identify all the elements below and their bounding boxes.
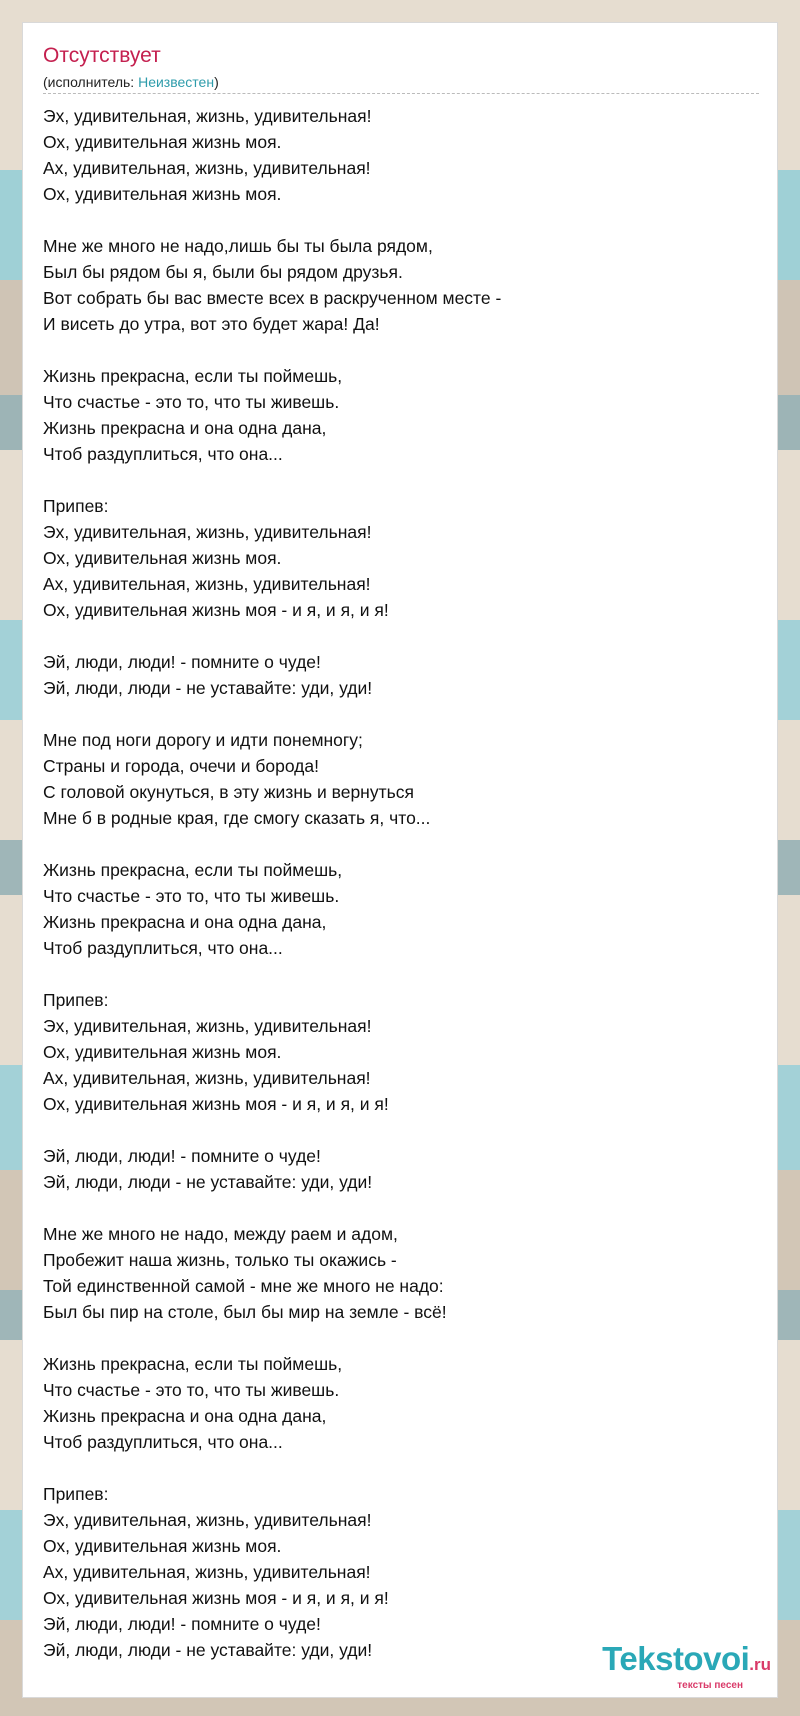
lyrics-blank-line — [43, 467, 759, 493]
lyrics-line: Что счастье - это то, что ты живешь. — [43, 1380, 340, 1400]
artist-line — [43, 73, 219, 91]
lyrics-line: С головой окунуться, в эту жизнь и вернуться — [43, 782, 414, 802]
lyrics-card — [22, 22, 778, 1698]
lyrics-blank-line — [43, 1195, 759, 1221]
lyrics-blank-line — [43, 207, 759, 233]
lyrics-line: Ох, удивительная жизнь моя - и я, и я, и я! — [43, 1094, 389, 1114]
lyrics-line: Ах, удивительная, жизнь, удивительная! — [43, 158, 371, 178]
lyrics-line: Жизнь прекрасна, если ты поймешь, — [43, 366, 343, 386]
song-title: Отсутствует — [43, 44, 161, 67]
lyrics-line: Жизнь прекрасна и она одна дана, — [43, 1406, 327, 1426]
lyrics-line: Эх, удивительная, жизнь, удивительная! — [43, 106, 372, 126]
lyrics-line: И висеть до утра, вот это будет жара! Да! — [43, 314, 380, 334]
site-logo[interactable] — [602, 1642, 771, 1691]
lyrics-line: Ох, удивительная жизнь моя. — [43, 1042, 282, 1062]
lyrics-line: Ох, удивительная жизнь моя - и я, и я, и я! — [43, 1588, 389, 1608]
lyrics-line: Ах, удивительная, жизнь, удивительная! — [43, 1068, 371, 1088]
lyrics-line: Чтоб раздуплиться, что она... — [43, 444, 283, 464]
lyrics-line: Той единственной самой - мне же много не надо: — [43, 1276, 444, 1296]
logo-tld: .ru — [749, 1655, 771, 1674]
logo-wordmark — [602, 1642, 771, 1682]
lyrics-line: Вот собрать бы вас вместе всех в раскрученном месте - — [43, 288, 502, 308]
lyrics-text — [43, 103, 759, 1663]
lyrics-blank-line — [43, 337, 759, 363]
lyrics-line: Припев: — [43, 990, 109, 1010]
lyrics-blank-line — [43, 623, 759, 649]
lyrics-blank-line — [43, 961, 759, 987]
lyrics-line: Жизнь прекрасна, если ты поймешь, — [43, 1354, 343, 1374]
lyrics-line: Ох, удивительная жизнь моя. — [43, 132, 282, 152]
lyrics-line: Мне же много не надо,лишь бы ты была рядом, — [43, 236, 433, 256]
lyrics-line: Эй, люди, люди! - помните о чуде! — [43, 1146, 321, 1166]
title-divider — [43, 93, 759, 94]
lyrics-blank-line — [43, 701, 759, 727]
logo-name: Tekstovoi — [602, 1640, 750, 1677]
lyrics-line: Жизнь прекрасна и она одна дана, — [43, 912, 327, 932]
artist-prefix: (исполнитель: — [43, 74, 139, 90]
lyrics-blank-line — [43, 1325, 759, 1351]
lyrics-line: Чтоб раздуплиться, что она... — [43, 1432, 283, 1452]
artist-suffix: ) — [214, 74, 219, 90]
lyrics-line: Эй, люди, люди - не уставайте: уди, уди! — [43, 1640, 373, 1660]
lyrics-line: Эх, удивительная, жизнь, удивительная! — [43, 1510, 372, 1530]
lyrics-line: Что счастье - это то, что ты живешь. — [43, 392, 340, 412]
lyrics-line: Эй, люди, люди - не уставайте: уди, уди! — [43, 1172, 373, 1192]
lyrics-line: Эй, люди, люди! - помните о чуде! — [43, 652, 321, 672]
lyrics-line: Ох, удивительная жизнь моя - и я, и я, и я! — [43, 600, 389, 620]
lyrics-line: Ох, удивительная жизнь моя. — [43, 548, 282, 568]
lyrics-line: Мне же много не надо, между раем и адом, — [43, 1224, 398, 1244]
lyrics-line: Чтоб раздуплиться, что она... — [43, 938, 283, 958]
lyrics-line: Был бы пир на столе, был бы мир на земле - всё! — [43, 1302, 447, 1322]
lyrics-line: Припев: — [43, 496, 109, 516]
lyrics-line: Жизнь прекрасна, если ты поймешь, — [43, 860, 343, 880]
lyrics-line: Жизнь прекрасна и она одна дана, — [43, 418, 327, 438]
lyrics-line: Эй, люди, люди! - помните о чуде! — [43, 1614, 321, 1634]
lyrics-blank-line — [43, 1117, 759, 1143]
lyrics-line: Был бы рядом бы я, были бы рядом друзья. — [43, 262, 403, 282]
lyrics-line: Ох, удивительная жизнь моя. — [43, 1536, 282, 1556]
lyrics-line: Ох, удивительная жизнь моя. — [43, 184, 282, 204]
logo-tagline: тексты песен — [677, 1680, 743, 1691]
lyrics-blank-line — [43, 1455, 759, 1481]
artist-link[interactable]: Неизвестен — [138, 74, 215, 90]
lyrics-line: Эх, удивительная, жизнь, удивительная! — [43, 1016, 372, 1036]
lyrics-line: Эй, люди, люди - не уставайте: уди, уди! — [43, 678, 373, 698]
lyrics-line: Ах, удивительная, жизнь, удивительная! — [43, 1562, 371, 1582]
lyrics-line: Страны и города, очечи и борода! — [43, 756, 319, 776]
lyrics-line: Ах, удивительная, жизнь, удивительная! — [43, 574, 371, 594]
lyrics-line: Припев: — [43, 1484, 109, 1504]
lyrics-line: Пробежит наша жизнь, только ты окажись - — [43, 1250, 397, 1270]
lyrics-line: Мне б в родные края, где смогу сказать я, что... — [43, 808, 431, 828]
lyrics-line: Мне под ноги дорогу и идти понемногу; — [43, 730, 363, 750]
lyrics-line: Эх, удивительная, жизнь, удивительная! — [43, 522, 372, 542]
lyrics-blank-line — [43, 831, 759, 857]
lyrics-line: Что счастье - это то, что ты живешь. — [43, 886, 340, 906]
